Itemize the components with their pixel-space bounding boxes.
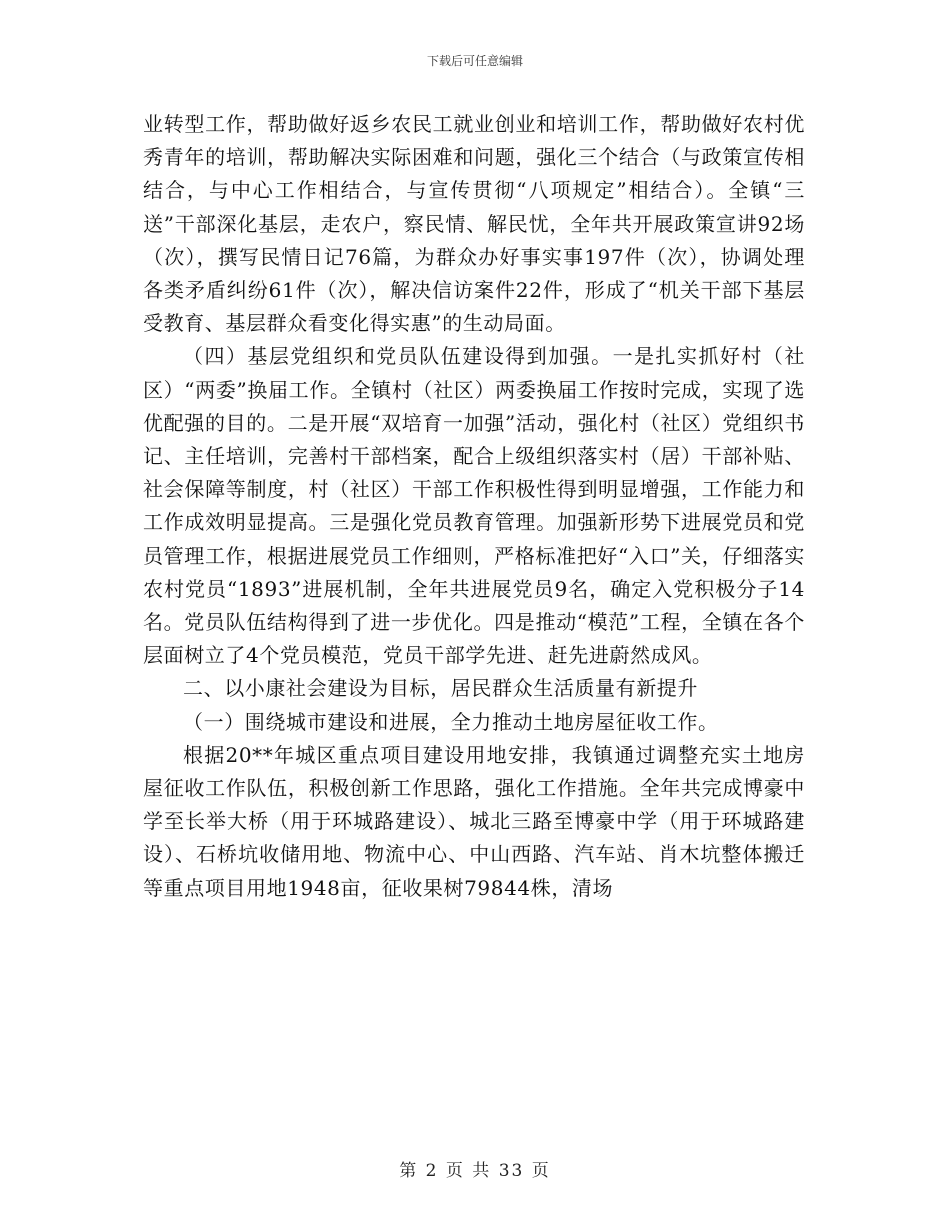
paragraph-2: （四）基层党组织和党员队伍建设得到加强。一是扎实抓好村（社区）“两委”换届工作。全镇村（社区）两委换届工作按时完成，实现了选优配强的目的。二是开展“双培育一加强”活动，强化村（社区）党组织书记、主任培训，完善村干部档案，配合上级组织落实村（居）干部补贴、社会保障等制度，村（社区）干部工作积极性得到明显增强，工作能力和工作成效明显提高。三是强化党员教育管理。加强新形势下进展党员和党员管理工作，根据进展党员工作细则，严格标准把好“入口”关，仔细落实农村党员“1893”进展机制，全年共进展党员9名，确定入党积极分子14名。党员队伍结构得到了进一步优化。四是推动“模范”工程，全镇在各个层面树立了4个党员模范，党员干部学先进、赶先进蔚然成风。	[143, 344, 805, 668]
paragraph-3: 根据20**年城区重点项目建设用地安排，我镇通过调整充实土地房屋征收工作队伍，积极创新工作思路，强化工作措施。全年共完成博豪中学至长举大桥（用于环城路建设）、城北三路至博豪中学（用于环城路建设）、石桥坑收储用地、物流中心、中山西路、汽车站、肖木坑整体搬迁等重点项目用地1948亩，征收果树79844株，清场	[143, 742, 805, 900]
page-header: 下载后可任意编辑	[426, 54, 523, 68]
subsection-heading-1: （一）围绕城市建设和进展，全力推动土地房屋征收工作。	[183, 709, 719, 734]
section-heading-2: 二、以小康社会建设为目标，居民群众生活质量有新提升	[183, 676, 698, 701]
paragraph-1: 业转型工作，帮助做好返乡农民工就业创业和培训工作，帮助做好农村优秀青年的培训，帮助解决实际困难和问题，强化三个结合（与政策宣传相结合，与中心工作相结合，与宣传贯彻“八项规定”相结合）。全镇“三送”干部深化基层，走农户，察民情、解民忧，全年共开展政策宣讲92场（次），撰写民情日记76篇，为群众办好事实事197件（次），协调处理各类矛盾纠纷61件（次），解决信访案件22件，形成了“机关干部下基层受教育、基层群众看变化得实惠”的生动局面。	[143, 112, 805, 336]
document-body	[143, 108, 805, 905]
page-footer: 第 2 页 共 33 页	[399, 1161, 551, 1181]
